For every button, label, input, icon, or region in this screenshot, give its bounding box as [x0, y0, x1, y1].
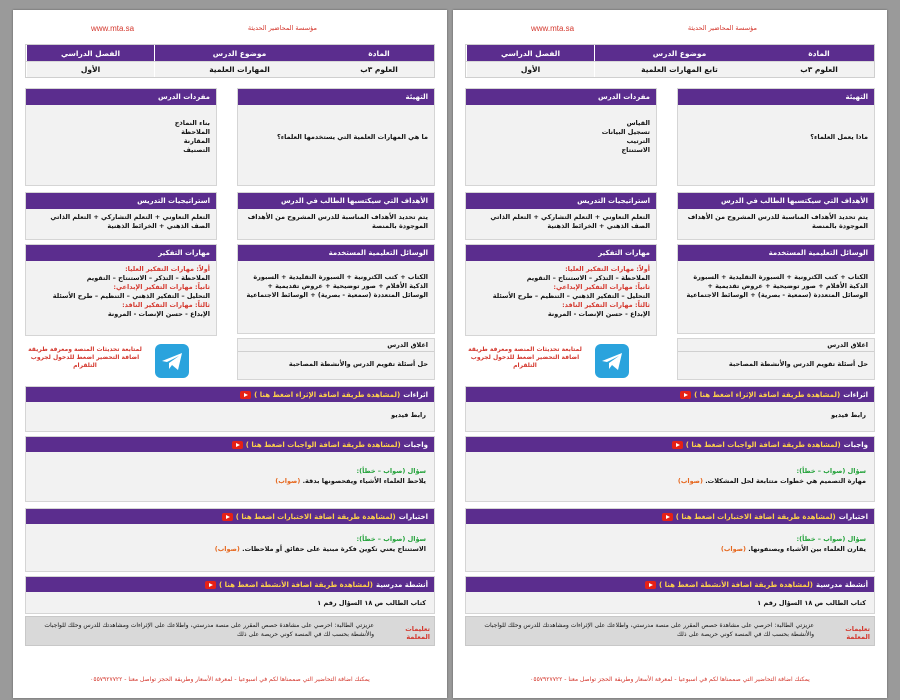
skill-text: الملاحظة – التذكر – الاستنتاج – التقويم [526, 274, 650, 282]
strategies-title: استراتيجيات التدريس [466, 193, 656, 209]
skill-text: التحليل – التفكير الذهني – التنظيم – طرح الأسئلة [52, 292, 210, 300]
youtube-icon[interactable] [205, 581, 216, 589]
goals-box [677, 192, 875, 240]
tests-section [25, 508, 435, 572]
skills-list [26, 261, 216, 323]
goals-title: الأهداف التي سيكتسبها الطالب في الدرس [678, 193, 874, 209]
strategies-body: التعلم التعاوني + التعلم التشاركي + التعلم الذاتي الصف الذهني + الخرائط الذهنية [490, 213, 650, 230]
term-head: الفصل الدراسي [26, 45, 154, 61]
close-box [677, 338, 875, 380]
vocab-item: الاستنتاج [621, 146, 650, 154]
term-head: الفصل الدراسي [466, 45, 594, 61]
homework-section [465, 436, 875, 502]
activities-bar [26, 577, 434, 592]
enrich-bar [26, 387, 434, 402]
enrich-section [25, 386, 435, 432]
activities-section [465, 576, 875, 614]
skills-title: مهارات التفكير [26, 245, 216, 261]
org-name: مؤسسة المحاضير الحديثة [247, 24, 317, 32]
close-title: اغلاق الدرس [678, 339, 874, 352]
skills-list [466, 261, 656, 323]
instructions-label: تعليمات المعلمة [845, 625, 870, 641]
tests-answer: (صواب) [214, 545, 240, 553]
enrich-title: اثراءات [403, 390, 428, 399]
homework-bar [466, 437, 874, 452]
homework-bar [26, 437, 434, 452]
vocab-title: مفردات الدرس [466, 89, 656, 105]
homework-link[interactable]: (لمشاهدة طريقة اضافة الواجبات اضغط هنا ) [685, 440, 841, 449]
telegram-promo-text: لمتابعة تحديثات المنصة ومعرفة طريقة اضافة التحضير اضغط للدخول لجروب التلقرام [28, 346, 142, 369]
tests-title: اختبارات [398, 512, 428, 521]
homework-question [474, 476, 866, 486]
site-url[interactable]: www.mta.sa [91, 24, 135, 33]
org-name: مؤسسة المحاضير الحديثة [687, 24, 757, 32]
activities-section [25, 576, 435, 614]
skills-box [465, 244, 657, 336]
teacher-instructions [25, 616, 435, 646]
vocab-title: مفردات الدرس [26, 89, 216, 105]
strategies-box [25, 192, 217, 240]
tests-question-type: سؤال (صواب – خطأ): [796, 535, 866, 543]
homework-question-type: سؤال (صواب – خطأ): [356, 467, 426, 475]
tests-link[interactable]: (لمشاهدة طريقة اضافة الاختبارات اضغط هنا ) [675, 512, 836, 521]
telegram-promo-text: لمتابعة تحديثات المنصة ومعرفة طريقة اضافة التحضير اضغط للدخول لجروب التلقرام [468, 346, 582, 369]
skill-heading: ثالثاً: مهارات التفكير الناقد: [122, 301, 210, 309]
tests-question [34, 544, 426, 554]
skill-heading: ثانياً: مهارات التفكير الإبداعي: [113, 283, 210, 291]
topic-head: موضوع الدرس [594, 45, 764, 61]
youtube-icon[interactable] [645, 581, 656, 589]
tests-question-text: الاستنتاج يعني تكوين فكرة مبنية على حقائق أو ملاحظات. [242, 545, 426, 553]
enrich-title: اثراءات [843, 390, 868, 399]
lesson-info-table [25, 44, 435, 78]
instructions-text: عزيزتي الطالبة: احرصي على مشاهدة حصص المقرر على منصة مدرستي، واطلاعك على الإثراءات ومشاهدتك للدرس وحلك للواجبات والأنشطة بحسب لك في المنصة كوني حريصة على ذلك [44, 622, 374, 638]
page-header [13, 24, 447, 36]
homework-section [25, 436, 435, 502]
goals-box [237, 192, 435, 240]
page-footer: يمكنك اضافة التحاضير التي صممناها لكم في اسبوعيا - لمعرفة الأسعار وطريقة الحجز تواصل معنا - ٠٥٥٧٩٢٧٧٢٢ [530, 676, 810, 683]
homework-answer: (صواب) [677, 477, 703, 485]
means-body: الكتاب + كتب الكترونية + السبورة التقليدية + السبورة الذكية الأقلام + صور توضيحية + عروض تقديمية + الوسائل المتعددة (سمعية - بصرية) + الوسائط الاجتماعية [246, 273, 428, 299]
skill-heading: ثالثاً: مهارات التفكير الناقد: [562, 301, 650, 309]
activities-body: كتاب الطالب ص ١٨ السؤال رقم ١ [757, 599, 866, 607]
page-right [453, 10, 887, 698]
enrich-link[interactable]: (لمشاهدة طريقة اضافة الإثراء اضغط هنا ) [694, 390, 841, 399]
intro-title: التهيئة [678, 89, 874, 105]
lesson-info-table [465, 44, 875, 78]
instructions-text: عزيزتي الطالبة: احرصي على مشاهدة حصص المقرر على منصة مدرستي، واطلاعك على الإثراءات ومشاهدتك للدرس وحلك للواجبات والأنشطة بحسب لك في المنصة كوني حريصة على ذلك [484, 622, 814, 638]
subject-head: المادة [808, 48, 830, 58]
tests-question-type: سؤال (صواب – خطأ): [356, 535, 426, 543]
telegram-promo[interactable] [465, 342, 657, 380]
vocab-list [26, 105, 216, 159]
enrich-bar [466, 387, 874, 402]
term-value: الأول [466, 62, 594, 77]
activities-link[interactable]: (لمشاهدة طريقة اضافة الأنشطة اضغط هنا ) [658, 580, 813, 589]
vocab-item: بناء النماذج [174, 119, 210, 127]
vocab-box [465, 88, 657, 186]
tests-question-text: يقارن العلماء بين الأشياء ويصنفونها. [748, 545, 866, 553]
subject-head: المادة [368, 48, 390, 58]
means-box [237, 244, 435, 334]
homework-question-text: يلاحظ العلماء الأشياء ويفحصونها بدقة. [302, 477, 426, 485]
skill-text: الإبداع - حسن الإنصات - المرونة [547, 310, 650, 318]
tests-link[interactable]: (لمشاهدة طريقة اضافة الاختبارات اضغط هنا ) [235, 512, 396, 521]
homework-answer: (صواب) [275, 477, 301, 485]
strategies-body: التعلم التعاوني + التعلم التشاركي + التعلم الذاتي الصف الذهني + الخرائط الذهنية [50, 213, 210, 230]
skill-text: الملاحظة – التذكر – الاستنتاج – التقويم [86, 274, 210, 282]
intro-title: التهيئة [238, 89, 434, 105]
vocab-box [25, 88, 217, 186]
subject-value: العلوم ٣ب [800, 65, 838, 74]
close-box [237, 338, 435, 380]
strategies-box [465, 192, 657, 240]
page-left [13, 10, 447, 698]
tests-bar [26, 509, 434, 524]
tests-question [474, 544, 866, 554]
tests-answer: (صواب) [720, 545, 746, 553]
close-body: حل أسئلة تقويم الدرس والأنشطة المصاحبة [728, 360, 868, 368]
tests-title: اختبارات [838, 512, 868, 521]
vocab-item: تسجيل البيانات [601, 128, 650, 136]
youtube-icon[interactable] [672, 441, 683, 449]
goals-title: الأهداف التي سيكتسبها الطالب في الدرس [238, 193, 434, 209]
teacher-instructions [465, 616, 875, 646]
intro-box [237, 88, 435, 186]
homework-question-type: سؤال (صواب – خطأ): [796, 467, 866, 475]
youtube-icon[interactable] [240, 391, 251, 399]
youtube-icon[interactable] [662, 513, 673, 521]
means-box [677, 244, 875, 334]
youtube-icon[interactable] [680, 391, 691, 399]
close-title: اغلاق الدرس [238, 339, 434, 352]
tests-section [465, 508, 875, 572]
vocab-item: القياس [626, 119, 650, 127]
vocab-item: التصنيف [183, 146, 210, 154]
enrich-link[interactable]: (لمشاهدة طريقة اضافة الإثراء اضغط هنا ) [254, 390, 401, 399]
page-footer: يمكنك اضافة التحاضير التي صممناها لكم في اسبوعيا - لمعرفة الأسعار وطريقة الحجز تواصل معنا - ٠٥٥٧٩٢٧٧٢٢ [90, 676, 370, 683]
homework-question [34, 476, 426, 486]
topic-head: موضوع الدرس [154, 45, 324, 61]
means-body: الكتاب + كتب الكترونية + السبورة التقليدية + السبورة الذكية الأقلام + صور توضيحية + عروض تقديمية + الوسائل المتعددة (سمعية - بصرية) + الوسائط الاجتماعية [686, 273, 868, 299]
homework-title: واجبات [843, 440, 868, 449]
skill-heading: ثانياً: مهارات التفكير الإبداعي: [553, 283, 650, 291]
means-title: الوسائل التعليمية المستخدمة [238, 245, 434, 261]
intro-body: ماذا يعمل العلماء؟ [810, 133, 868, 141]
telegram-icon[interactable] [155, 344, 189, 378]
vocab-item: الملاحظة [181, 128, 210, 136]
vocab-item: المقارنة [183, 137, 210, 145]
homework-question-text: مهارة التصميم هي خطوات متتابعة لحل المشكلات. [705, 477, 866, 485]
activities-title: أنشطة مدرسية [815, 580, 868, 589]
vocab-list [466, 105, 656, 159]
telegram-promo[interactable] [25, 342, 217, 380]
intro-body: ما هي المهارات العلمية التي يستخدمها العلماء؟ [276, 133, 428, 141]
activities-title: أنشطة مدرسية [375, 580, 428, 589]
tests-bar [466, 509, 874, 524]
skill-text: التحليل – التفكير الذهني – التنظيم – طرح الأسئلة [492, 292, 650, 300]
homework-title: واجبات [403, 440, 428, 449]
skill-heading: أولاً: مهارات التفكير العليا: [565, 265, 650, 273]
goals-body: يتم تحديد الأهداف المناسبة للدرس المشروح من الأهداف الموجودة بالمنصة [247, 213, 428, 230]
skills-box [25, 244, 217, 336]
enrich-section [465, 386, 875, 432]
skills-title: مهارات التفكير [466, 245, 656, 261]
youtube-icon[interactable] [232, 441, 243, 449]
close-body: حل أسئلة تقويم الدرس والأنشطة المصاحبة [288, 360, 428, 368]
instructions-label: تعليمات المعلمة [405, 625, 430, 641]
enrich-body: رابط فيديو [831, 411, 866, 419]
vocab-item: الترتيب [626, 137, 650, 145]
homework-link[interactable]: (لمشاهدة طريقة اضافة الواجبات اضغط هنا ) [245, 440, 401, 449]
activities-bar [466, 577, 874, 592]
subject-value: العلوم ٣ب [360, 65, 398, 74]
strategies-title: استراتيجيات التدريس [26, 193, 216, 209]
youtube-icon[interactable] [222, 513, 233, 521]
topic-value: تابع المهارات العلمية [594, 62, 764, 77]
telegram-icon[interactable] [595, 344, 629, 378]
page-header [453, 24, 887, 36]
intro-box [677, 88, 875, 186]
activities-body: كتاب الطالب ص ١٨ السؤال رقم ١ [317, 599, 426, 607]
skill-heading: أولاً: مهارات التفكير العليا: [125, 265, 210, 273]
enrich-body: رابط فيديو [391, 411, 426, 419]
means-title: الوسائل التعليمية المستخدمة [678, 245, 874, 261]
term-value: الأول [26, 62, 154, 77]
skill-text: الإبداع - حسن الإنصات - المرونة [107, 310, 210, 318]
activities-link[interactable]: (لمشاهدة طريقة اضافة الأنشطة اضغط هنا ) [218, 580, 373, 589]
goals-body: يتم تحديد الأهداف المناسبة للدرس المشروح من الأهداف الموجودة بالمنصة [687, 213, 868, 230]
site-url[interactable]: www.mta.sa [531, 24, 575, 33]
topic-value: المهارات العلمية [154, 62, 324, 77]
